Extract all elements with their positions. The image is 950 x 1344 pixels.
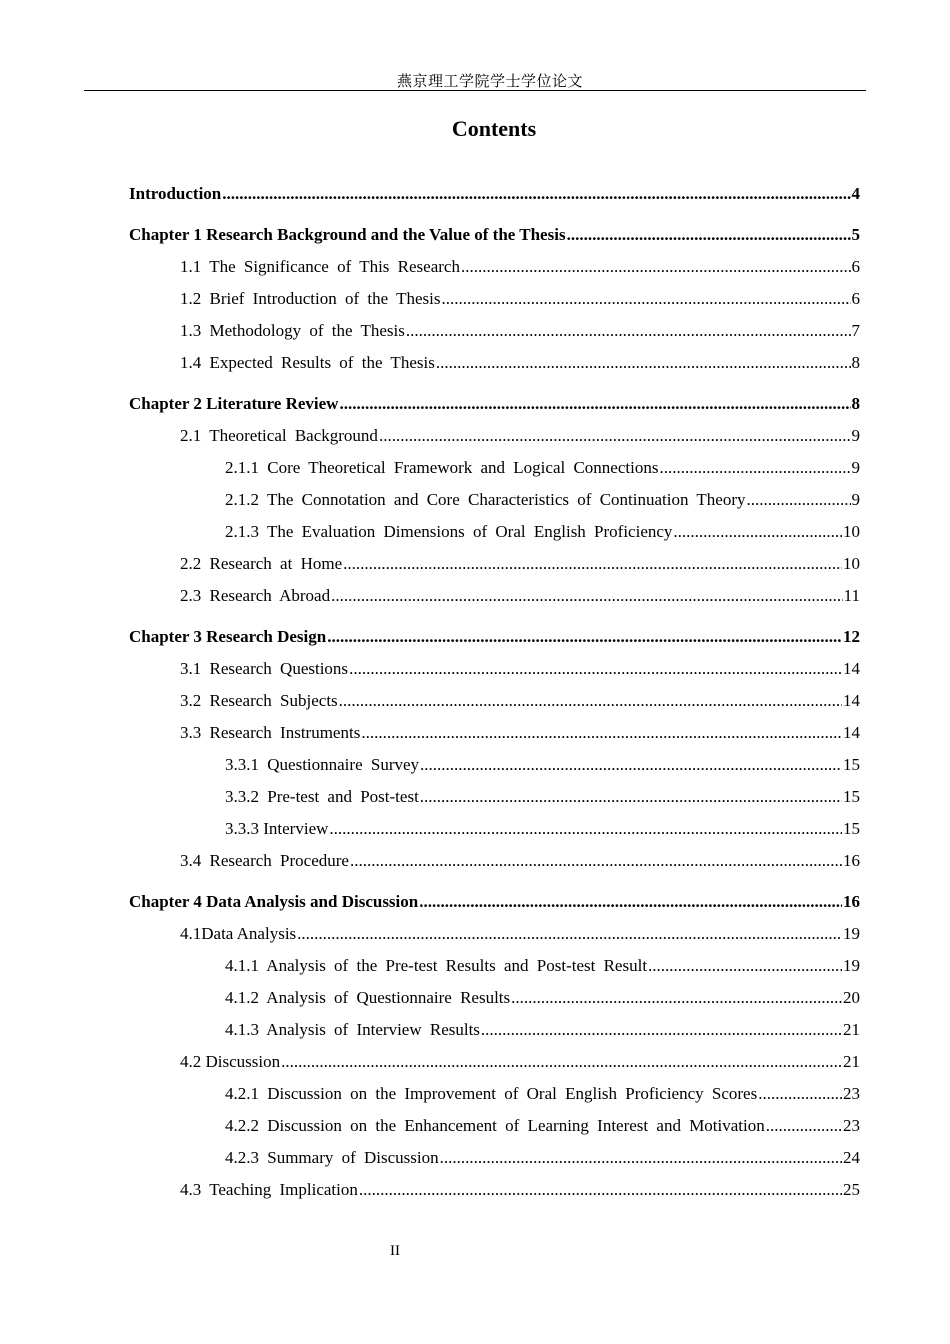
page-title: Contents [451, 116, 537, 141]
toc-entry[interactable] [129, 1014, 860, 1046]
toc-entry-title: 3.2 Research Subjects [180, 691, 338, 710]
toc-entry-page: 15 [843, 755, 860, 774]
toc-entry-page: 19 [843, 956, 860, 975]
toc-leader-dots [481, 1014, 842, 1046]
toc-leader-dots [673, 516, 842, 548]
toc-entry-title: 3.1 Research Questions [180, 659, 349, 678]
toc-entry[interactable] [129, 388, 860, 420]
toc-entry-page: 23 [843, 1116, 860, 1135]
toc-entry-page: 14 [843, 691, 860, 710]
toc-entry[interactable] [129, 516, 860, 548]
toc-entry-title: 1.4 Expected Results of the Thesis [180, 353, 435, 372]
toc-entry-page: 10 [843, 522, 860, 541]
toc-entry-title: 2.1.1 Core Theoretical Framework and Logical Connections [225, 458, 659, 477]
toc-entry-title: 4.1.3 Analysis of Interview Results [225, 1020, 480, 1039]
table-of-contents [129, 178, 860, 1206]
toc-entry[interactable] [129, 982, 860, 1014]
toc-entry-page: 9 [851, 426, 860, 445]
toc-leader-dots [339, 685, 842, 717]
toc-entry-title: 3.3.2 Pre-test and Post-test [225, 787, 419, 806]
toc-entry-page: 9 [851, 458, 860, 477]
toc-entry-title: 4.3 Teaching Implication [180, 1180, 358, 1199]
toc-entry[interactable] [129, 813, 860, 845]
toc-entry[interactable] [129, 251, 860, 283]
toc-entry-page: 5 [851, 225, 860, 244]
toc-entry[interactable] [129, 621, 860, 653]
toc-entry[interactable] [129, 219, 860, 251]
toc-leader-dots [461, 251, 851, 283]
toc-entry-title: 4.1.2 Analysis of Questionnaire Results [225, 988, 511, 1007]
toc-leader-dots [343, 548, 842, 580]
toc-entry-page: 11 [843, 586, 860, 605]
toc-entry-page: 9 [851, 490, 860, 509]
toc-entry-title: 3.3 Research Instruments [180, 723, 361, 742]
toc-entry-page: 8 [851, 353, 860, 372]
toc-entry-page: 15 [843, 819, 860, 838]
toc-leader-dots [766, 1110, 842, 1142]
toc-entry-page: 14 [843, 659, 860, 678]
toc-entry-title: 2.3 Research Abroad [180, 586, 331, 605]
toc-leader-dots [436, 347, 851, 379]
toc-leader-dots [406, 315, 851, 347]
toc-entry-page: 14 [843, 723, 860, 742]
toc-leader-dots [511, 982, 842, 1014]
toc-entry-title: 4.2 Discussion [180, 1052, 281, 1071]
running-header: 燕京理工学院学士学位论文 [396, 72, 583, 90]
toc-entry[interactable] [129, 347, 860, 379]
toc-entry[interactable] [129, 420, 860, 452]
toc-entry[interactable] [129, 886, 860, 918]
toc-entry-page: 24 [843, 1148, 860, 1167]
toc-leader-dots [329, 813, 842, 845]
toc-entry[interactable] [129, 1110, 860, 1142]
toc-entry[interactable] [129, 950, 860, 982]
toc-entry-page: 12 [843, 627, 860, 646]
toc-entry-title: Chapter 4 Data Analysis and Discussion [129, 892, 419, 911]
toc-leader-dots [758, 1078, 842, 1110]
toc-leader-dots [379, 420, 851, 452]
toc-leader-dots [339, 388, 850, 420]
toc-leader-dots [420, 749, 842, 781]
toc-entry-page: 21 [843, 1052, 860, 1071]
toc-leader-dots [350, 845, 842, 877]
toc-entry-page: 15 [843, 787, 860, 806]
toc-entry[interactable] [129, 1142, 860, 1174]
toc-entry-page: 4 [851, 184, 860, 203]
toc-entry-page: 8 [851, 394, 860, 413]
toc-entry[interactable] [129, 1078, 860, 1110]
toc-entry-title: Chapter 1 Research Background and the Value of the Thesis [129, 225, 566, 244]
toc-leader-dots [747, 484, 851, 516]
toc-entry[interactable] [129, 845, 860, 877]
toc-entry-title: 1.1 The Significance of This Research [180, 257, 460, 276]
toc-entry[interactable] [129, 653, 860, 685]
toc-entry-page: 6 [851, 257, 860, 276]
toc-entry-title: 3.3.3 Interview [225, 819, 329, 838]
toc-entry[interactable] [129, 918, 860, 950]
toc-entry-page: 21 [843, 1020, 860, 1039]
toc-entry-title: 4.2.1 Discussion on the Improvement of Oral English Proficiency Scores [225, 1084, 758, 1103]
toc-entry-title: 4.2.3 Summary of Discussion [225, 1148, 439, 1167]
toc-entry[interactable] [129, 315, 860, 347]
toc-leader-dots [331, 580, 843, 612]
toc-leader-dots [327, 621, 842, 653]
toc-entry[interactable] [129, 1046, 860, 1078]
header-rule [84, 90, 866, 91]
toc-entry-title: Chapter 3 Research Design [129, 627, 327, 646]
toc-entry[interactable] [129, 452, 860, 484]
toc-entry-title: 1.2 Brief Introduction of the Thesis [180, 289, 441, 308]
toc-entry-page: 16 [843, 892, 860, 911]
toc-entry[interactable] [129, 178, 860, 210]
toc-entry-title: 4.1Data Analysis [180, 924, 297, 943]
toc-entry-title: 2.1.3 The Evaluation Dimensions of Oral English Proficiency [225, 522, 673, 541]
toc-entry[interactable] [129, 580, 860, 612]
toc-entry-page: 23 [843, 1084, 860, 1103]
toc-entry-title: 2.1 Theoretical Background [180, 426, 378, 445]
toc-leader-dots [349, 653, 842, 685]
page-number: II [390, 1243, 400, 1259]
toc-entry-title: 4.1.1 Analysis of the Pre-test Results and Post-test Result [225, 956, 648, 975]
toc-leader-dots [420, 781, 842, 813]
toc-entry-page: 16 [843, 851, 860, 870]
toc-leader-dots [222, 178, 850, 210]
toc-entry-title: 1.3 Methodology of the Thesis [180, 321, 405, 340]
toc-leader-dots [297, 918, 842, 950]
toc-entry-page: 7 [851, 321, 860, 340]
toc-entry-page: 25 [843, 1180, 860, 1199]
toc-entry-page: 6 [851, 289, 860, 308]
toc-entry[interactable] [129, 749, 860, 781]
toc-entry[interactable] [129, 781, 860, 813]
toc-leader-dots [419, 886, 842, 918]
toc-entry-title: Introduction [129, 184, 222, 203]
toc-entry[interactable] [129, 283, 860, 315]
toc-entry-title: 2.1.2 The Connotation and Core Characteristics of Continuation Theory [225, 490, 746, 509]
toc-entry-page: 10 [843, 554, 860, 573]
toc-entry[interactable] [129, 548, 860, 580]
toc-entry-title: 3.3.1 Questionnaire Survey [225, 755, 420, 774]
toc-leader-dots [648, 950, 842, 982]
toc-leader-dots [440, 1142, 842, 1174]
toc-entry[interactable] [129, 1174, 860, 1206]
toc-entry[interactable] [129, 717, 860, 749]
toc-entry-page: 20 [843, 988, 860, 1007]
toc-entry-title: 3.4 Research Procedure [180, 851, 349, 870]
toc-entry-title: Chapter 2 Literature Review [129, 394, 339, 413]
toc-leader-dots [281, 1046, 842, 1078]
toc-entry-title: 2.2 Research at Home [180, 554, 343, 573]
toc-entry-page: 19 [843, 924, 860, 943]
toc-entry-title: 4.2.2 Discussion on the Enhancement of Learning Interest and Motivation [225, 1116, 765, 1135]
toc-entry[interactable] [129, 685, 860, 717]
toc-leader-dots [361, 717, 842, 749]
toc-leader-dots [659, 452, 850, 484]
toc-leader-dots [567, 219, 851, 251]
toc-entry[interactable] [129, 484, 860, 516]
toc-leader-dots [441, 283, 850, 315]
toc-leader-dots [359, 1174, 842, 1206]
